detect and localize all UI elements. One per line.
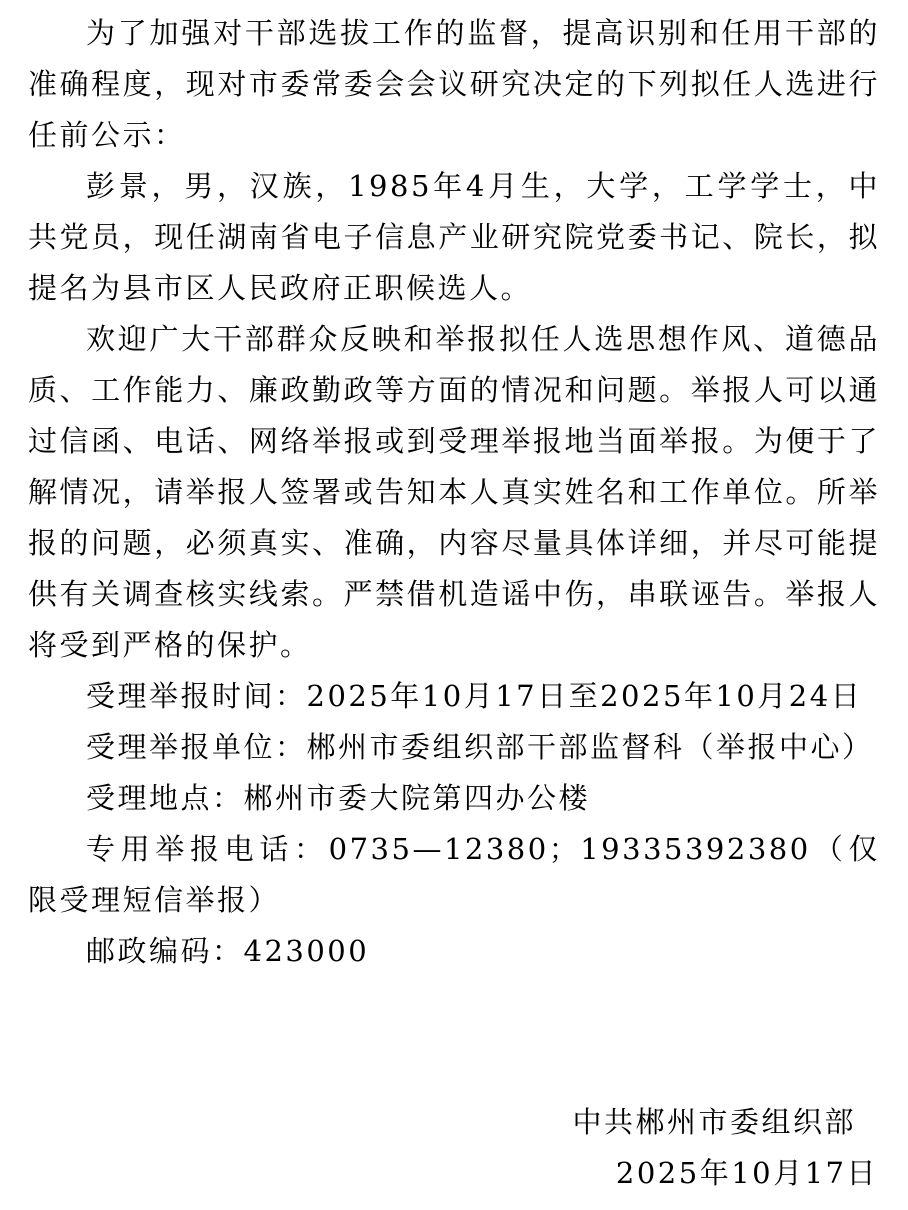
- report-guidelines-paragraph: 欢迎广大干部群众反映和举报拟任人选思想作风、道德品质、工作能力、廉政勤政等方面的情况和问题。举报人可以通过信函、电话、网络举报或到受理举报地当面举报。为便于了解情况，请举报人签署或告知本人真实姓名和工作单位。所举报的问题，必须真实、准确，内容尽量具体详细，并尽可能提供有关调查核实线索。严禁借机造谣中伤，串联诬告。举报人将受到严格的保护。: [28, 322, 880, 662]
- signature-date: 2025年10月17日: [615, 1156, 878, 1190]
- signature-block: [572, 1097, 878, 1199]
- postal-code: 邮政编码：423000: [86, 934, 370, 968]
- report-period: 受理举报时间：2025年10月17日至2025年10月24日: [86, 679, 863, 713]
- intro-paragraph: 为了加强对干部选拔工作的监督，提高识别和任用干部的准确程度，现对市委常委会会议研究决定的下列拟任人选进行任前公示：: [28, 16, 880, 152]
- report-phone: 专用举报电话：0735—12380；19335392380（仅限受理短信举报）: [28, 832, 880, 917]
- candidate-paragraph: 彭景，男，汉族，1985年4月生，大学，工学学士，中共党员，现任湖南省电子信息产业研究院党委书记、院长，拟提名为县市区人民政府正职候选人。: [28, 169, 880, 305]
- signature-organization: 中共郴州市委组织部: [572, 1105, 856, 1139]
- report-location: 受理地点：郴州市委大院第四办公楼: [86, 781, 591, 815]
- notice-body: [28, 8, 880, 977]
- report-unit: 受理举报单位：郴州市委组织部干部监督科（举报中心）: [86, 730, 874, 764]
